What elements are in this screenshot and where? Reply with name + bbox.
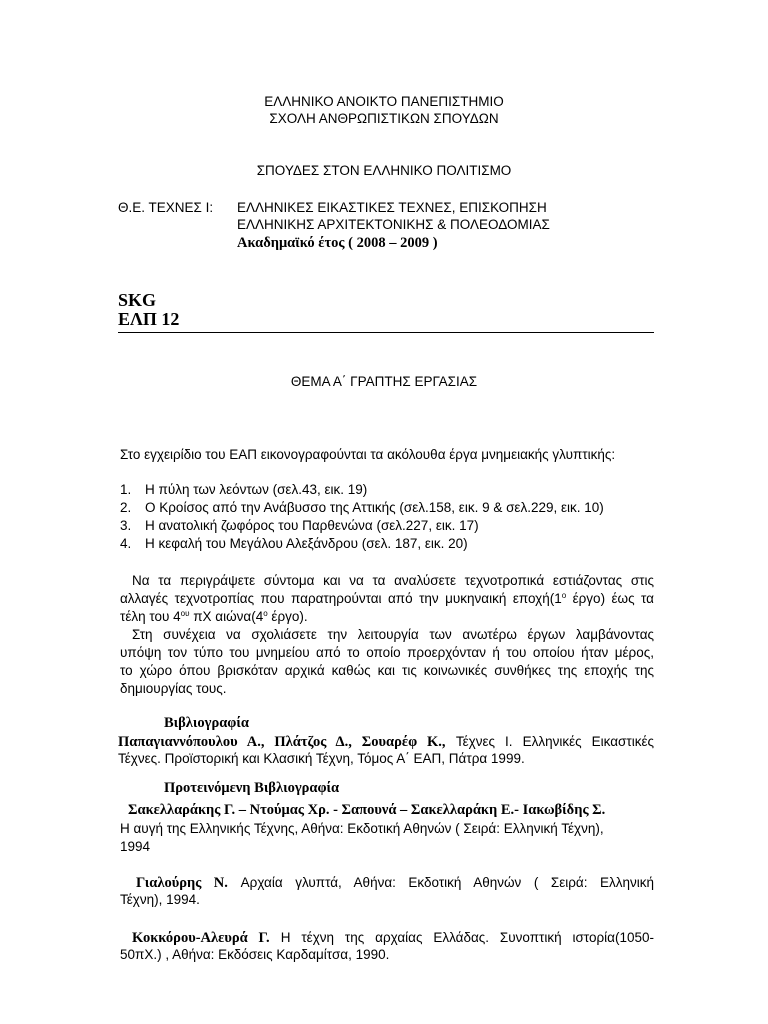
- header-divider: [118, 332, 654, 333]
- list-item: Η ανατολική ζωφόρος του Παρθενώνα (σελ.227, εικ. 17): [145, 518, 479, 533]
- module-title-line2: ΕΛΛΗΝΙΚΗΣ ΑΡΧΙΤΕΚΤΟΝΙΚΗΣ & ΠΟΛΕΟΔΟΜΙΑΣ: [237, 217, 550, 232]
- intro-text: Στο εγχειρίδιο του ΕΑΠ εικονογραφούνται τα ακόλουθα έργα μνημειακής γλυπτικής:: [120, 447, 616, 462]
- task-paragraph-2-line2: υπόψη τον τύπο του μνημείου από το οποίο προερχόνταν ή του οποίου ήταν μέρος,: [120, 645, 654, 660]
- list-item: Η πύλη των λεόντων (σελ.43, εικ. 19): [145, 482, 368, 497]
- task-paragraph-2-line4: δημιουργίας τους.: [120, 681, 227, 696]
- task-paragraph-1-line1: Να τα περιγράψετε σύντομα και να τα αναλύσετε τεχνοτροπικά εστιάζοντας στις: [132, 573, 654, 588]
- module-prefix: Θ.Ε. ΤΕΧΝΕΣ Ι:: [118, 200, 214, 215]
- list-item: Η κεφαλή του Μεγάλου Αλεξάνδρου (σελ. 187, εικ. 20): [145, 536, 468, 551]
- university-name: ΕΛΛΗΝΙΚΟ ΑΝΟΙΚΤΟ ΠΑΝΕΠΙΣΤΗΜΙΟ: [264, 94, 504, 109]
- academic-year: Ακαδημαϊκό έτος ( 2008 – 2009 ): [237, 235, 438, 251]
- school-name: ΣΧΟΛΗ ΑΝΘΡΩΠΙΣΤΙΚΩΝ ΣΠΟΥΔΩΝ: [269, 111, 499, 126]
- recommended-entry-3-line1: Κοκκόρου-Αλευρά Γ. Η τέχνη της αρχαίας Ελλάδας. Συνοπτική ιστορία(1050-: [132, 930, 654, 946]
- recommended-entry-1-line3: 1994: [120, 839, 151, 854]
- list-item: Ο Κροίσος από την Ανάβυσσο της Αττικής (σελ.158, εικ. 9 & σελ.229, εικ. 10): [145, 500, 604, 515]
- module-title-line1: ΕΛΛΗΝΙΚΕΣ ΕΙΚΑΣΤΙΚΕΣ ΤΕΧΝΕΣ, ΕΠΙΣΚΟΠΗΣΗ: [237, 200, 547, 215]
- course-code-elp: ΕΛΠ 12: [118, 309, 180, 329]
- bibliography-entry-line1: Παπαγιαννόπουλου Α., Πλάτζος Δ., Σουαρέφ Κ., Τέχνες Ι. Ελληνικές Εικαστικές: [118, 734, 654, 750]
- course-code-skg: SKG: [118, 290, 157, 310]
- list-item-number: 2.: [120, 500, 132, 515]
- recommended-entry-3-line2: 50πΧ.) , Αθήνα: Εκδόσεις Καρδαμίτσα, 1990.: [120, 947, 390, 962]
- recommended-entry-2-line2: Τέχνη), 1994.: [120, 892, 200, 907]
- bibliography-entry-line2: Τέχνες. Προϊστορική και Κλασική Τέχνη, Τόμος Α΄ ΕΑΠ, Πάτρα 1999.: [118, 751, 525, 766]
- recommended-entry-1-authors: Σακελλαράκης Γ. – Ντούμας Χρ. - Σαπουνά – Σακελλαράκη Ε.- Ιακωβίδης Σ.: [128, 802, 606, 818]
- bibliography-heading: Βιβλιογραφία: [164, 715, 249, 731]
- list-item-number: 4.: [120, 536, 132, 551]
- list-item-number: 1.: [120, 482, 132, 497]
- task-paragraph-2-line3: το χώρο όπου βρισκόταν αρχικά καθώς και τις κοινωνικές συνθήκες της εποχής της: [120, 663, 654, 678]
- task-paragraph-2-line1: Στη συνέχεια να σχολιάσετε την λειτουργία των ανωτέρω έργων λαμβάνοντας: [132, 627, 654, 642]
- task-paragraph-1-line2: αλλαγές τεχνοτροπίας που παρατηρούνται από την μυκηναική $\varepsilon\pi o\chi ή(1^o$ έργο) έως τα: [120, 591, 654, 606]
- assignment-title: ΘΕΜΑ Α΄ ΓΡΑΠΤΗΣ ΕΡΓΑΣΙΑΣ: [290, 374, 478, 389]
- recommended-heading: Προτεινόμενη Βιβλιογραφία: [164, 780, 340, 796]
- recommended-entry-2-line1: Γιαλούρης Ν. Αρχαία γλυπτά, Αθήνα: Εκδοτική Αθηνών ( Σειρά: Ελληνική: [136, 875, 654, 891]
- program-name: ΣΠΟΥΔΕΣ ΣΤΟΝ ΕΛΛΗΝΙΚΟ ΠΟΛΙΤΙΣΜΟ: [256, 163, 512, 178]
- task-paragraph-1-line3: τέλη του $4^{o\upsilon}$ πΧ $\alpha\iota ώ\nu\alpha(4^o$ έργο).: [120, 609, 308, 624]
- list-item-number: 3.: [120, 518, 132, 533]
- recommended-entry-1-line2: Η αυγή της Ελληνικής Τέχνης, Αθήνα: Εκδοτική Αθηνών ( Σειρά: Ελληνική Τέχνη),: [120, 821, 604, 836]
